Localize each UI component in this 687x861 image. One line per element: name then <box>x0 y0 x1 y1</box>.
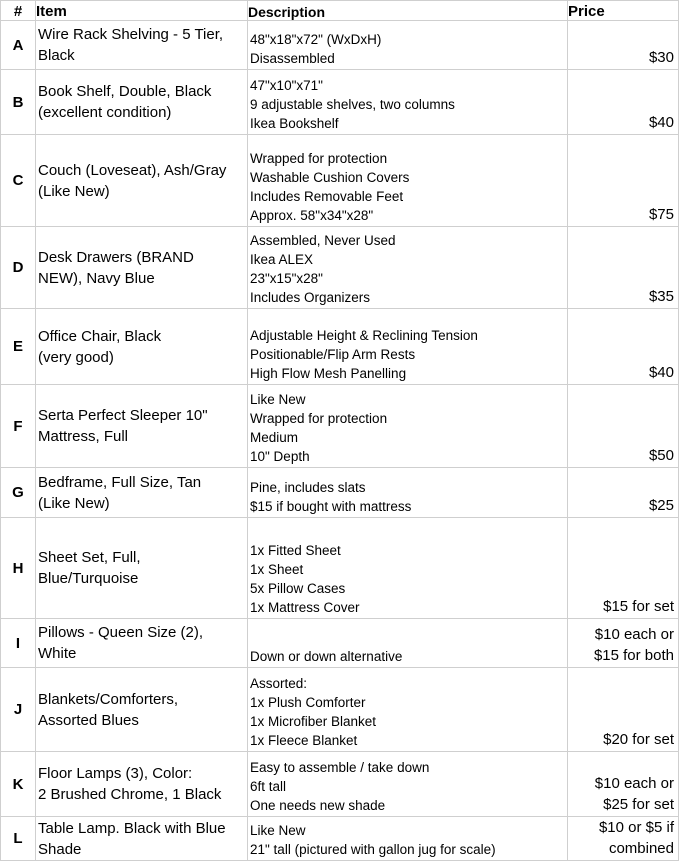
item-name-line: NEW), Navy Blue <box>38 269 155 287</box>
table-row <box>1 668 679 752</box>
description-line: Includes Organizers <box>250 290 371 305</box>
item-name-cell <box>36 385 248 468</box>
row-letter: E <box>1 309 36 385</box>
price-line: $40 <box>648 364 674 381</box>
item-name-cell <box>36 619 248 668</box>
price-line: $35 <box>648 288 674 305</box>
price-cell <box>568 227 679 309</box>
description-line: $15 if bought with mattress <box>250 499 412 514</box>
description-cell <box>248 817 568 861</box>
description-line: 23"x15"x28" <box>250 271 323 286</box>
price-cell <box>568 135 679 227</box>
row-letter: C <box>1 135 36 227</box>
item-name-cell <box>36 518 248 619</box>
description-line: 1x Fitted Sheet <box>250 543 341 558</box>
header-price: Price <box>568 1 679 21</box>
item-name-line: Couch (Loveseat), Ash/Gray <box>38 161 227 179</box>
table-row <box>1 70 679 135</box>
item-name-line: Blue/Turquoise <box>38 570 139 587</box>
row-letter: F <box>1 385 36 468</box>
table-row <box>1 817 679 861</box>
description-line: Easy to assemble / take down <box>250 760 430 775</box>
table-row <box>1 619 679 668</box>
row-letter: G <box>1 468 36 518</box>
item-name-line: Table Lamp. Black with Blue <box>38 819 226 837</box>
price-line: $10 each or <box>594 775 674 792</box>
description-line: 1x Sheet <box>250 562 304 577</box>
description-line: High Flow Mesh Panelling <box>250 366 407 381</box>
description-line: 48"x18"x72" (WxDxH) <box>250 32 382 47</box>
price-line: $25 <box>648 497 674 514</box>
price-cell <box>568 752 679 817</box>
item-name-line: Pillows - Queen Size (2), <box>38 624 204 641</box>
header-description: Description <box>248 1 568 21</box>
item-name-cell <box>36 70 248 135</box>
description-line: 9 adjustable shelves, two columns <box>250 97 455 112</box>
row-letter: I <box>1 619 36 668</box>
description-line: Adjustable Height & Reclining Tension <box>250 328 478 343</box>
description-line: 1x Plush Comforter <box>250 695 366 710</box>
price-cell <box>568 309 679 385</box>
description-line: 1x Fleece Blanket <box>250 733 358 748</box>
item-name-line: Wire Rack Shelving - 5 Tier, <box>38 26 224 43</box>
row-letter: D <box>1 227 36 309</box>
table-row <box>1 385 679 468</box>
description-cell <box>248 619 568 668</box>
price-cell <box>568 70 679 135</box>
item-name-line: Desk Drawers (BRAND <box>38 248 194 266</box>
item-name-line: Floor Lamps (3), Color: <box>38 765 193 782</box>
description-cell <box>248 752 568 817</box>
description-line: Assorted: <box>250 676 308 691</box>
price-line: $15 for both <box>593 647 674 664</box>
price-cell <box>568 468 679 518</box>
item-name-line: 2 Brushed Chrome, 1 Black <box>38 786 222 803</box>
item-name-line: Blankets/Comforters, <box>38 690 179 708</box>
table-row <box>1 309 679 385</box>
description-cell <box>248 227 568 309</box>
item-name-line: Serta Perfect Sleeper 10" <box>38 407 208 424</box>
description-line: Positionable/Flip Arm Rests <box>250 347 416 362</box>
header-row <box>1 1 679 21</box>
description-line: Down or down alternative <box>250 649 403 664</box>
row-letter: K <box>1 752 36 817</box>
item-name-cell <box>36 135 248 227</box>
table-row <box>1 135 679 227</box>
table-row <box>1 468 679 518</box>
item-name-line: (very good) <box>38 348 114 366</box>
item-name-cell <box>36 468 248 518</box>
row-letter: A <box>1 21 36 70</box>
item-name-line: Shade <box>38 840 82 858</box>
description-cell <box>248 518 568 619</box>
price-line: $20 for set <box>603 731 674 748</box>
description-cell <box>248 309 568 385</box>
item-name-line: Black <box>38 47 75 64</box>
description-line: 21" tall (pictured with gallon jug for scale) <box>250 842 496 857</box>
item-name-line: Book Shelf, Double, Black <box>38 83 212 100</box>
item-name-line: White <box>38 645 77 662</box>
price-line: combined <box>608 840 674 857</box>
price-cell <box>568 385 679 468</box>
item-name-cell <box>36 668 248 752</box>
description-line: Wrapped for protection <box>250 151 388 166</box>
table-row <box>1 227 679 309</box>
item-name-cell <box>36 817 248 861</box>
description-line: Ikea ALEX <box>250 252 314 267</box>
description-line: Like New <box>250 392 306 407</box>
price-line: $15 for set <box>603 598 674 615</box>
description-line: Washable Cushion Covers <box>250 170 410 185</box>
row-letter: J <box>1 668 36 752</box>
item-name-cell <box>36 752 248 817</box>
description-line: 10" Depth <box>250 449 310 464</box>
description-line: Like New <box>250 823 306 838</box>
description-line: Pine, includes slats <box>250 480 366 495</box>
description-line: 1x Mattress Cover <box>250 600 360 615</box>
item-name-line: (excellent condition) <box>38 104 172 121</box>
item-name-line: Office Chair, Black <box>38 327 162 345</box>
price-line: $75 <box>648 206 674 223</box>
item-name-line: (Like New) <box>38 182 110 200</box>
description-cell <box>248 70 568 135</box>
description-line: Wrapped for protection <box>250 411 388 426</box>
table-row <box>1 518 679 619</box>
description-line: 1x Microfiber Blanket <box>250 714 377 729</box>
table-row <box>1 21 679 70</box>
description-cell <box>248 135 568 227</box>
description-line: Includes Removable Feet <box>250 189 404 204</box>
item-name-line: Assorted Blues <box>38 711 139 729</box>
item-name-cell <box>36 309 248 385</box>
table-row <box>1 752 679 817</box>
price-line: $50 <box>648 447 674 464</box>
item-name-line: Sheet Set, Full, <box>38 549 141 566</box>
price-line: $25 for set <box>603 796 674 813</box>
description-line: Assembled, Never Used <box>250 233 396 248</box>
item-name-line: Mattress, Full <box>38 428 129 445</box>
description-line: 6ft tall <box>250 779 287 794</box>
row-letter: H <box>1 518 36 619</box>
price-cell <box>568 21 679 70</box>
description-line: Ikea Bookshelf <box>250 116 339 131</box>
description-line: One needs new shade <box>250 798 386 813</box>
description-cell <box>248 468 568 518</box>
price-cell <box>568 817 679 861</box>
description-line: 5x Pillow Cases <box>250 581 346 596</box>
item-name-line: Bedframe, Full Size, Tan <box>38 473 202 491</box>
price-line: $10 each or <box>594 626 674 643</box>
price-line: $10 or $5 if <box>598 819 674 836</box>
row-letter: L <box>1 817 36 861</box>
row-letter: B <box>1 70 36 135</box>
description-cell <box>248 385 568 468</box>
price-line: $30 <box>648 49 674 66</box>
item-name-line: (Like New) <box>38 494 110 512</box>
description-line: Approx. 58"x34"x28" <box>250 208 374 223</box>
description-line: Medium <box>250 430 299 445</box>
header-item: Item <box>36 1 248 21</box>
price-line: $40 <box>648 114 674 131</box>
price-cell <box>568 668 679 752</box>
table-body <box>1 21 679 861</box>
description-line: Disassembled <box>250 51 335 66</box>
description-cell <box>248 668 568 752</box>
description-line: 47"x10"x71" <box>250 78 323 93</box>
price-cell <box>568 619 679 668</box>
item-name-cell <box>36 227 248 309</box>
item-name-cell <box>36 21 248 70</box>
price-cell <box>568 518 679 619</box>
description-cell <box>248 21 568 70</box>
header-num: # <box>1 1 36 21</box>
